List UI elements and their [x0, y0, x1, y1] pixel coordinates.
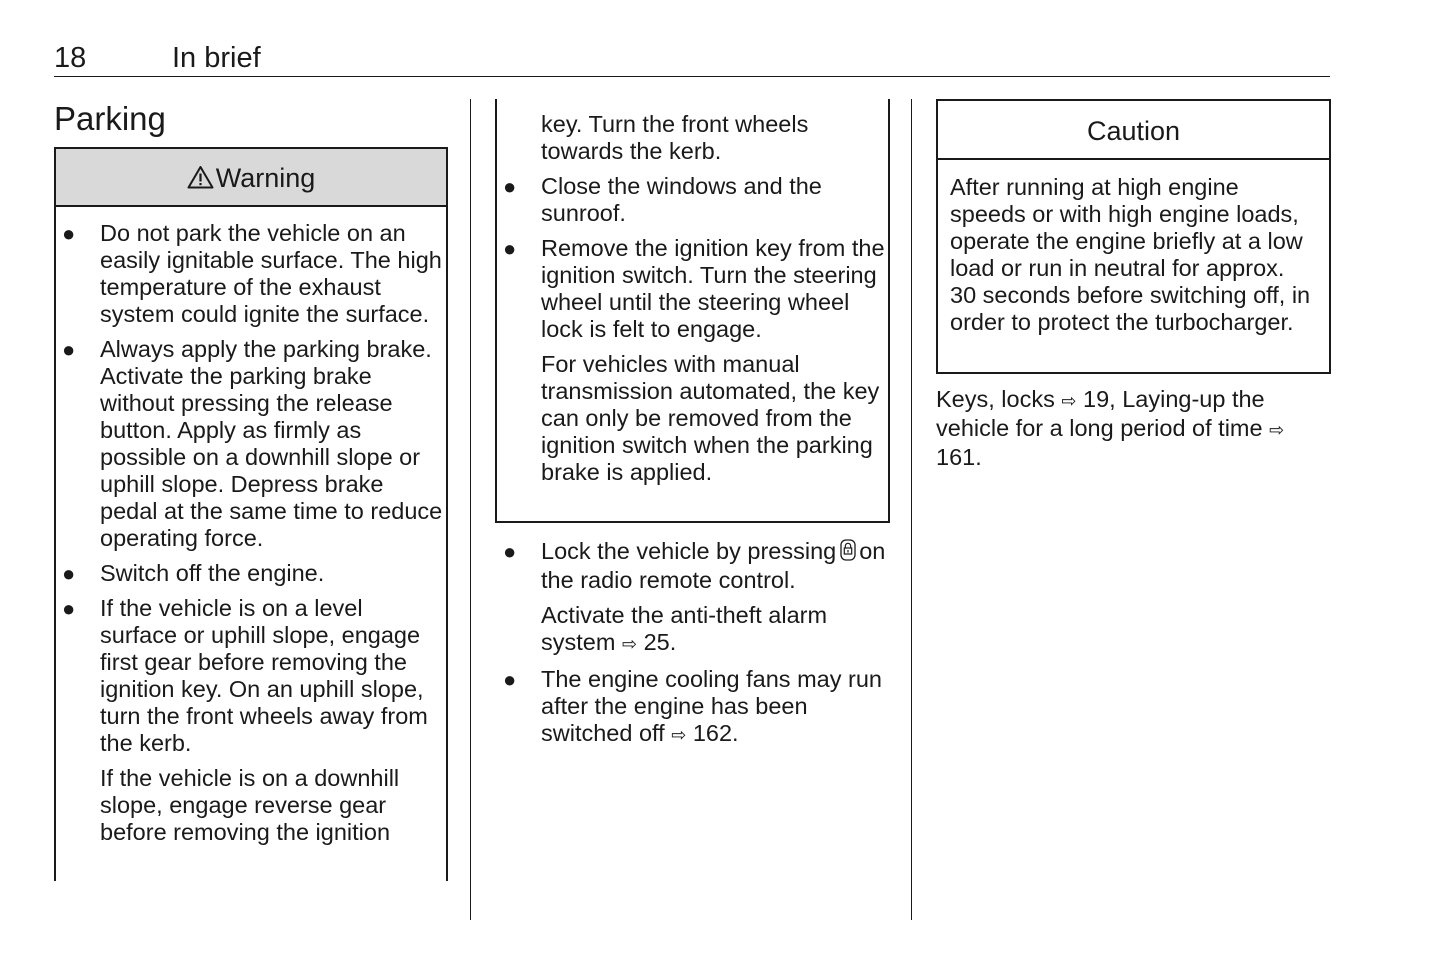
list-item: [56, 220, 446, 328]
laying-up-label: Laying-up the vehicle for a long period of time: [936, 386, 1265, 441]
header-divider: [54, 76, 1330, 77]
list-item: [56, 560, 446, 587]
warning-triangle-icon: [187, 151, 214, 209]
list-item: [497, 666, 892, 749]
caution-box: [936, 99, 1331, 374]
lock-button-icon: [840, 539, 856, 567]
fans-text: The engine cooling fans may run after the engine has been switched off: [541, 666, 882, 746]
reference-arrow-icon: ⇨: [1269, 420, 1285, 440]
reference-arrow-icon: ⇨: [1061, 391, 1077, 411]
list-item-text: Do not park the vehicle on an easily ignitable surface. The high temperature of the exhaust system could ignite the surface.: [100, 220, 442, 327]
lock-text-after: on the radio remote control.: [541, 538, 886, 593]
alarm-page-link[interactable]: 25.: [643, 629, 677, 655]
list-item: [497, 173, 888, 227]
page-number: 18: [54, 42, 87, 74]
warning-list: [56, 220, 446, 854]
continued-text: key. Turn the front wheels towards the kerb.: [541, 111, 809, 164]
bullet-icon: ●: [503, 236, 517, 261]
fans-page-link[interactable]: 162.: [692, 720, 739, 746]
page-heading: Parking: [54, 100, 166, 137]
reference-arrow-icon: ⇨: [621, 634, 638, 654]
column-divider-left: [470, 99, 471, 920]
warning-header: [56, 149, 446, 207]
warning-continuation: If the vehicle is on a downhill slope, engage reverse gear before removing the ignition: [100, 765, 400, 845]
alarm-note: [497, 602, 892, 658]
bullet-icon: ●: [62, 221, 76, 246]
lock-text-before: Lock the vehicle by pressing: [541, 538, 837, 564]
laying-up-page-link[interactable]: 161.: [936, 444, 982, 470]
keys-locks-page-link[interactable]: 19,: [1083, 386, 1116, 412]
cross-references: [936, 386, 1326, 471]
list-item-text: If the vehicle is on a level surface or uphill slope, engage first gear before removing the ignition key. On an uphill slope, turn the front wheels away from the kerb.: [100, 595, 428, 756]
list-item: [56, 595, 446, 757]
list-item-text: Close the windows and the sunroof.: [541, 173, 822, 226]
list-item-text: Always apply the parking brake. Activate the parking brake without pressing the release button. Apply as firmly as possible on a downhill slope or uphill slope. Depress brake pedal at the same time to reduce operating force.: [100, 336, 443, 551]
alarm-note-text: Activate the anti-theft alarm system: [541, 602, 828, 655]
warning-list-continued: [497, 111, 888, 494]
manual-transmission-note: For vehicles with manual transmission automated, the key can only be removed from the ignition switch when the parking brake is applied.: [541, 351, 880, 485]
warning-box-continued: [495, 99, 890, 523]
parking-steps: [497, 538, 892, 757]
bullet-icon: ●: [62, 596, 76, 621]
bullet-icon: ●: [62, 337, 76, 362]
bullet-icon: ●: [62, 561, 76, 586]
list-item-text: Switch off the engine.: [100, 560, 325, 586]
list-item: [56, 336, 446, 552]
section-title: In brief: [172, 42, 261, 74]
caution-text: After running at high engine speeds or with high engine loads, operate the engine briefly at a low load or run in neutral for approx. 30 seconds before switching off, in order to protect the turbocharger.: [950, 174, 1311, 335]
keys-locks-label: Keys, locks: [936, 386, 1055, 412]
column-divider-right: [911, 99, 912, 920]
list-item-text: Remove the ignition key from the ignition switch. Turn the steering wheel until the steering wheel lock is felt to engage.: [541, 235, 885, 342]
reference-arrow-icon: ⇨: [671, 725, 687, 745]
bullet-icon: ●: [503, 667, 517, 692]
caution-header: Caution: [938, 101, 1329, 160]
list-item: [497, 538, 892, 594]
bullet-icon: ●: [503, 174, 517, 199]
list-item: [497, 235, 888, 343]
warning-label: Warning: [215, 163, 316, 193]
bullet-icon: ●: [503, 539, 517, 564]
warning-box: [54, 147, 448, 881]
